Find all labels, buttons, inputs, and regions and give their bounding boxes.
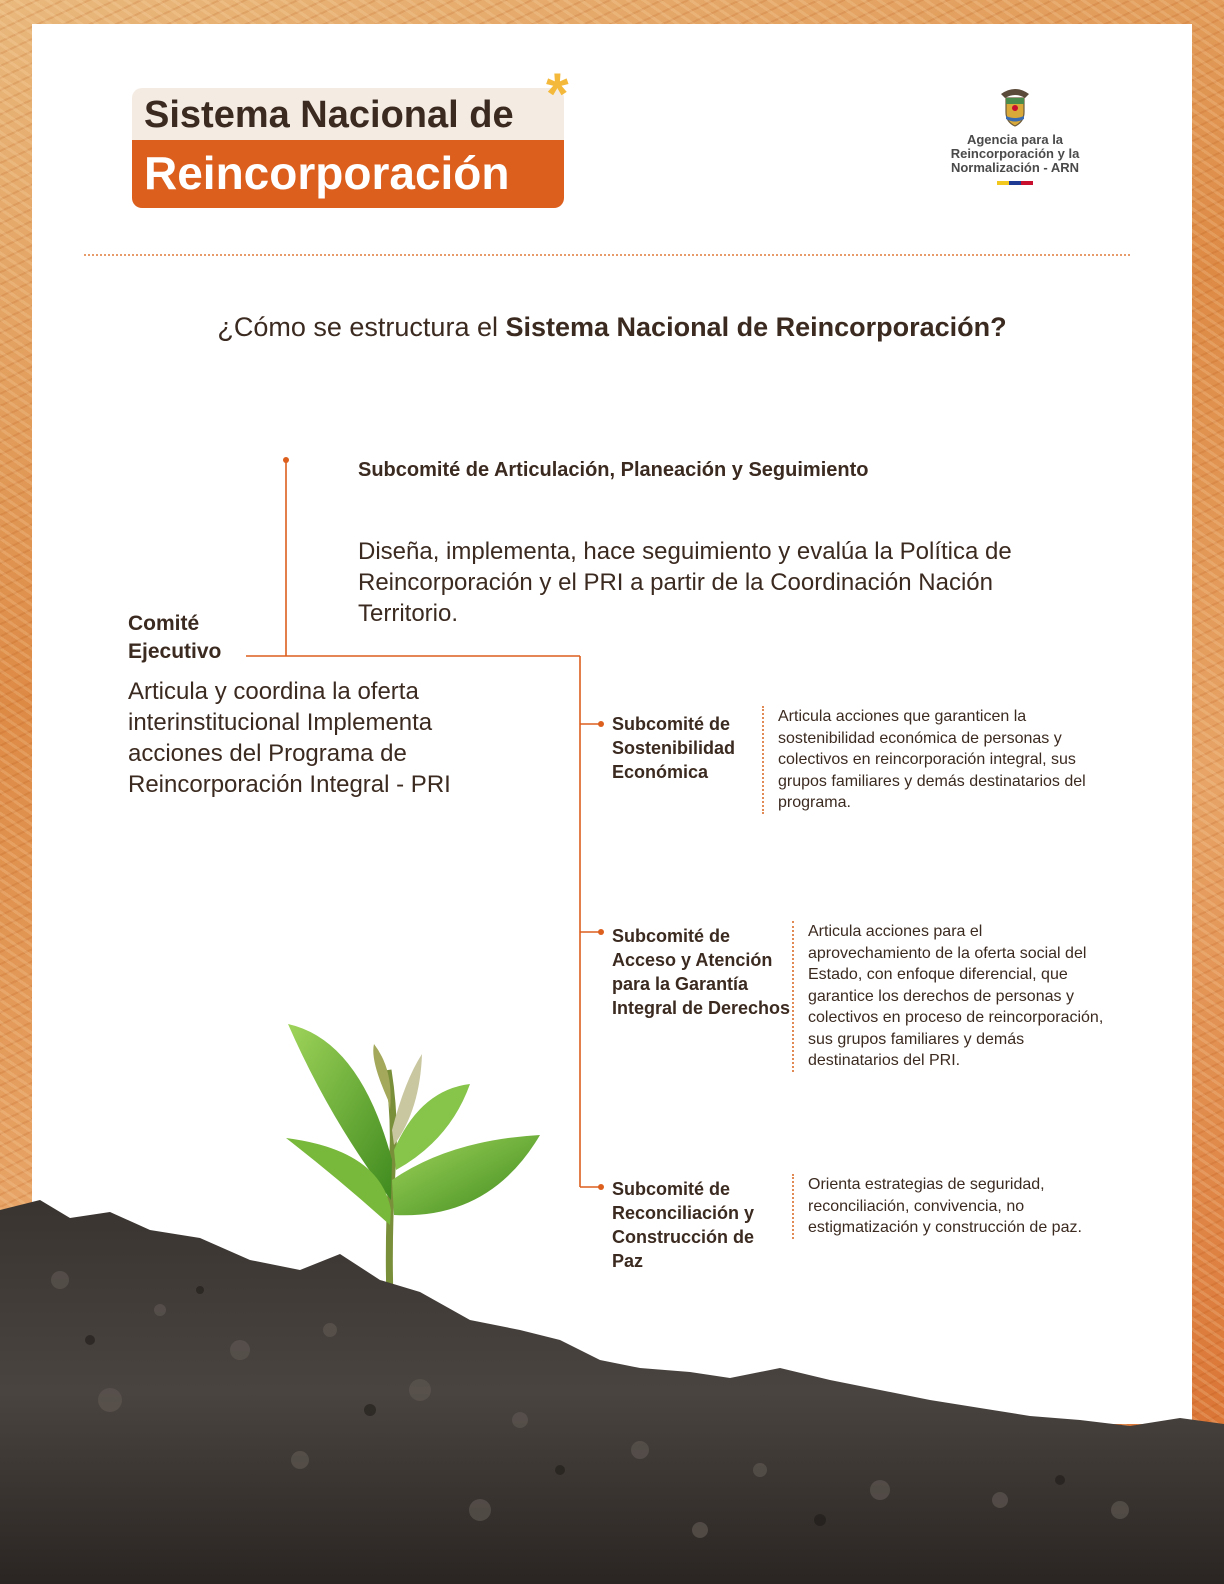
logo-line-1: Agencia para la [966,132,1064,147]
acceso-description: Articula acciones para el aprovechamiento de la oferta social del Estado, con enfoque diferencial, que garantice los derechos de personas y colectivos en proceso de reincorporación, sus grupos familiares y demás destinatarios del PRI. [792,921,1108,1072]
title-line-2: Reincorporación [132,140,564,208]
title-line-1: Sistema Nacional de [132,88,564,142]
dot-sostenibilidad [598,721,604,727]
reconciliacion-description: Orienta estrategias de seguridad, reconciliación, convivencia, no estigmatización y construcción de paz. [792,1174,1098,1239]
soil-illustration [0,1190,1224,1584]
comite-ejecutivo-title: Comité Ejecutivo [128,612,222,663]
logo-line-3: Normalización - ARN [950,160,1080,175]
acceso-title: Subcomité de Acceso y Atención para la Garantía Integral de Derechos [612,926,791,1018]
articulacion-description: Diseña, implementa, hace seguimiento y evalúa la Política de Reincorporación y el PRI a partir de la Coordinación Nación Territorio. [358,538,1012,627]
question-bold: Sistema Nacional de Reincorporación? [505,312,1007,342]
question-prefix: ¿Cómo se estructura el [217,312,506,342]
reconciliacion-title: Subcomité de Reconciliación y Construcción de Paz [612,1179,755,1271]
dot-acceso [598,929,604,935]
comite-ejecutivo-description: Articula y coordina la oferta interinstitucional Implementa acciones del Programa de Reincorporación Integral - PRI [128,678,451,798]
articulacion-title: Subcomité de Articulación, Planeación y Seguimiento [358,459,869,481]
logo-line-2: Reincorporación y la [950,146,1080,161]
sostenibilidad-title: Subcomité de Sostenibilidad Económica [612,714,736,782]
asterisk-icon: * [546,62,569,127]
sostenibilidad-description: Articula acciones que garanticen la sostenibilidad económica de personas y colectivos en reincorporación integral, sus grupos familiares y demás destinatarios del programa. [762,706,1108,814]
dot-articulacion [283,457,289,463]
